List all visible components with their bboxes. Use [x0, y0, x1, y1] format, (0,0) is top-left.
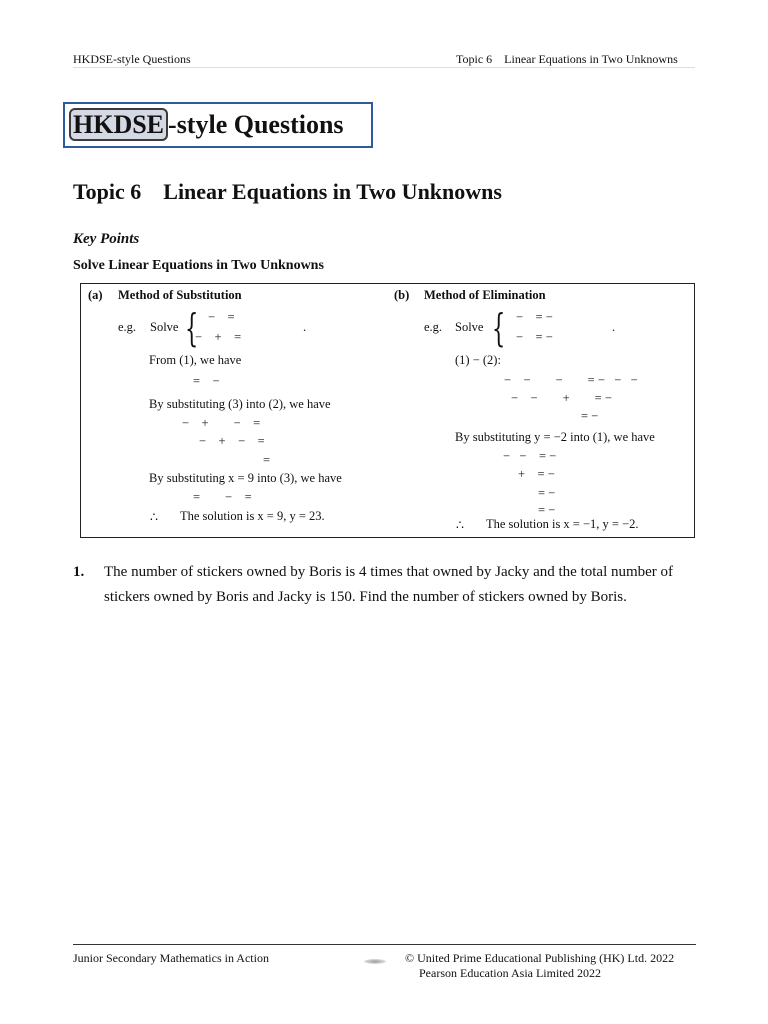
page-title-box: [63, 102, 373, 148]
method-b-system-dot: .: [612, 320, 616, 334]
header-rule: [73, 67, 695, 68]
page-title-rest: -style Questions: [168, 110, 344, 139]
method-b-work6: = −: [538, 486, 556, 500]
method-b-solve: Solve: [455, 320, 484, 334]
method-a-solve: Solve: [150, 320, 179, 334]
method-a-work1: − + − =: [182, 416, 261, 430]
method-a-system-line1: − =: [208, 310, 235, 324]
key-points-label: Key Points: [73, 231, 140, 247]
method-b-eg: e.g.: [424, 320, 443, 334]
method-b-work5: + = −: [518, 467, 555, 481]
method-b-work7: = −: [538, 503, 556, 517]
question-number: 1.: [73, 564, 85, 580]
method-a-eq3: = −: [193, 374, 220, 388]
running-header-left: HKDSE-style Questions: [73, 52, 191, 66]
method-b-system-line2: − = −: [516, 330, 553, 344]
key-points-box: [80, 283, 695, 538]
method-a-from1: From (1), we have: [149, 353, 242, 367]
publisher-logo-icon: [364, 959, 386, 964]
footer-left: Junior Secondary Mathematics in Action: [73, 951, 269, 965]
method-a-subst-intro: By substituting (3) into (2), we have: [149, 397, 331, 411]
page-title-highlight: HKDSE: [69, 108, 168, 141]
method-a-therefore-icon: ∴: [150, 510, 158, 524]
method-a-work4: = − =: [193, 490, 252, 504]
topic-heading: Topic 6 Linear Equations in Two Unknowns: [73, 179, 502, 204]
question-text-line1: The number of stickers owned by Boris is 4 times that owned by Jacky and the total number of: [104, 564, 674, 580]
method-b-subst-intro: By substituting y = −2 into (1), we have: [455, 430, 655, 444]
method-b-system-line1: − = −: [516, 310, 553, 324]
footer-copyright-line1: © United Prime Educational Publishing (HK) Ltd. 2022: [405, 951, 675, 965]
method-b-title: Method of Elimination: [424, 288, 546, 302]
method-a-work3: =: [263, 453, 271, 467]
method-b-solution: The solution is x = −1, y = −2.: [486, 517, 639, 531]
question-text-line2: stickers owned by Boris and Jacky is 150. Find the number of stickers owned by Boris.: [104, 589, 627, 605]
section-heading: Solve Linear Equations in Two Unknowns: [73, 258, 324, 273]
method-a-title: Method of Substitution: [118, 288, 242, 302]
running-header-right: Topic 6 Linear Equations in Two Unknowns: [456, 52, 678, 66]
method-a-work2: − + − =: [199, 434, 265, 448]
footer-copyright-line2: Pearson Education Asia Limited 2022: [419, 966, 601, 980]
method-a-solution: The solution is x = 9, y = 23.: [180, 509, 325, 523]
method-b-work1: − − − = − − −: [504, 373, 638, 387]
method-b-work2: − − + = −: [511, 391, 612, 405]
method-a-label: (a): [88, 288, 103, 302]
method-a-eg: e.g.: [118, 320, 137, 334]
method-a-system-dot: .: [303, 320, 307, 334]
method-a-subst-x-intro: By substituting x = 9 into (3), we have: [149, 471, 342, 485]
method-b-work4: − − = −: [503, 449, 557, 463]
method-b-work3: = −: [581, 409, 599, 423]
footer-rule: [73, 944, 696, 945]
method-a-system-line2: − + =: [195, 330, 242, 344]
method-a-brace-icon: {: [185, 306, 199, 350]
page-title: [69, 110, 344, 140]
method-b-step: (1) − (2):: [455, 353, 501, 367]
method-b-brace-icon: {: [492, 306, 506, 350]
method-b-therefore-icon: ∴: [456, 518, 464, 532]
method-b-label: (b): [394, 288, 410, 302]
